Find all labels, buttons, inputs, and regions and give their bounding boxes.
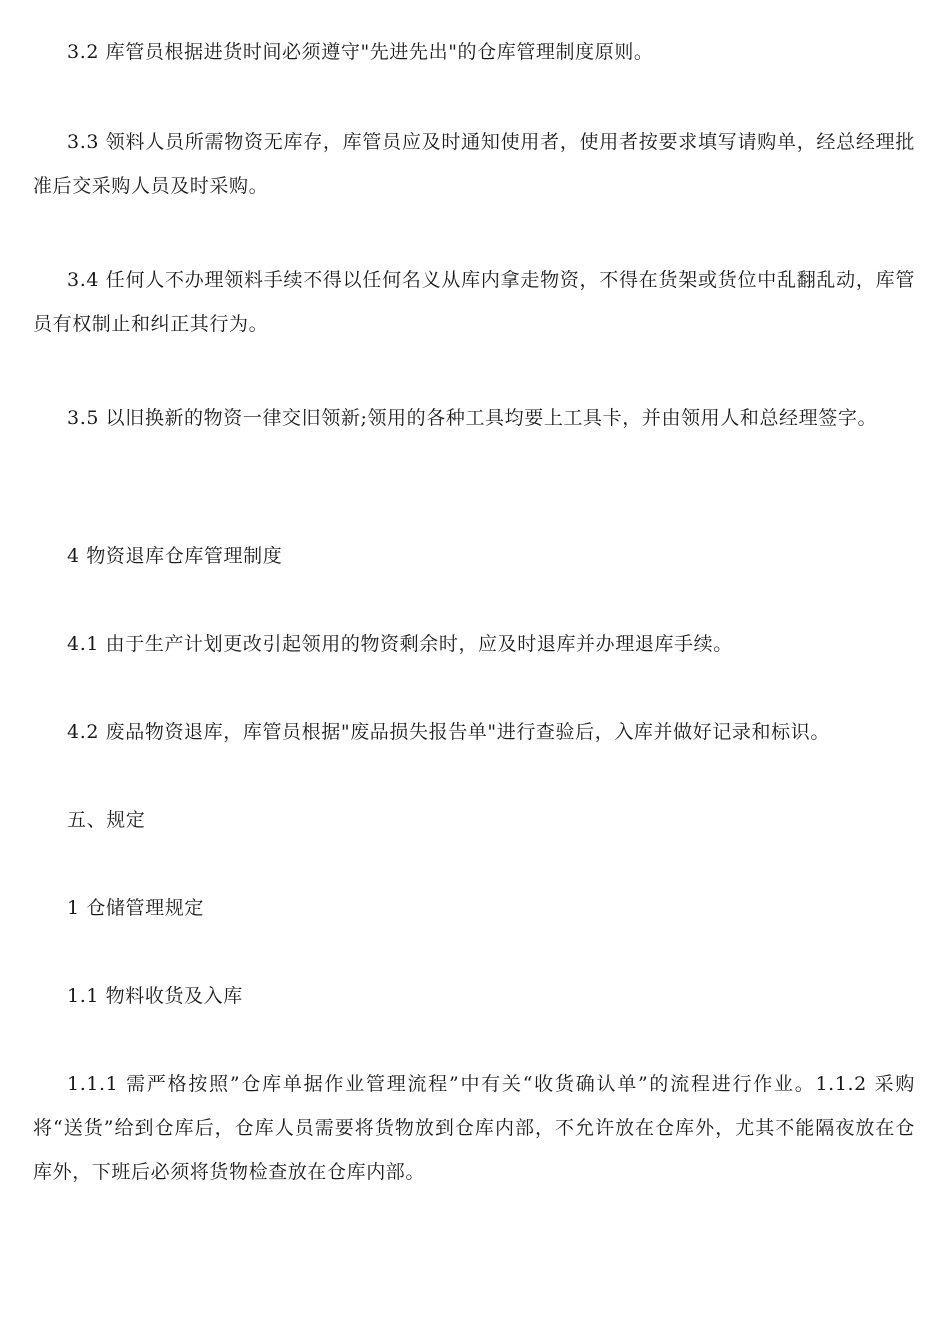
section-heading-4: 4 物资退库仓库管理制度 [67,545,283,567]
paragraph-3-2: 3.2 库管员根据进货时间必须遵守"先进先出"的仓库管理制度原则。 [67,41,654,63]
paragraph-3-5: 3.5 以旧换新的物资一律交旧领新;领用的各种工具均要上工具卡，并由领用人和总经理签字。 [67,407,878,429]
paragraph-3-3: 3.3 领料人员所需物资无库存，库管员应及时通知使用者，使用者按要求填写请购单，经总经理批准后交采购人员及时采购。 [33,131,915,197]
subsection-heading-1-1: 1.1 物料收货及入库 [67,985,243,1007]
paragraph-4-2: 4.2 废品物资退库，库管员根据"废品损失报告单"进行查验后，入库并做好记录和标识。 [67,721,830,743]
chapter-heading-regulations: 五、规定 [67,809,146,831]
section-heading-1: 1 仓储管理规定 [67,897,204,919]
paragraph-4-1: 4.1 由于生产计划更改引起领用的物资剩余时，应及时退库并办理退库手续。 [67,633,733,655]
paragraph-3-4: 3.4 任何人不办理领料手续不得以任何名义从库内拿走物资，不得在货架或货位中乱翻乱动，库管员有权制止和纠正其行为。 [33,269,915,335]
paragraph-1-1-1: 1.1.1 需严格按照”仓库单据作业管理流程”中有关“收货确认单”的流程进行作业。1.1.2 采购将“送货”给到仓库后，仓库人员需要将货物放到仓库内部，不允许放在仓库外，尤其不能隔夜放在仓库外，下班后必须将货物检查放在仓库内部。 [33,1073,915,1183]
